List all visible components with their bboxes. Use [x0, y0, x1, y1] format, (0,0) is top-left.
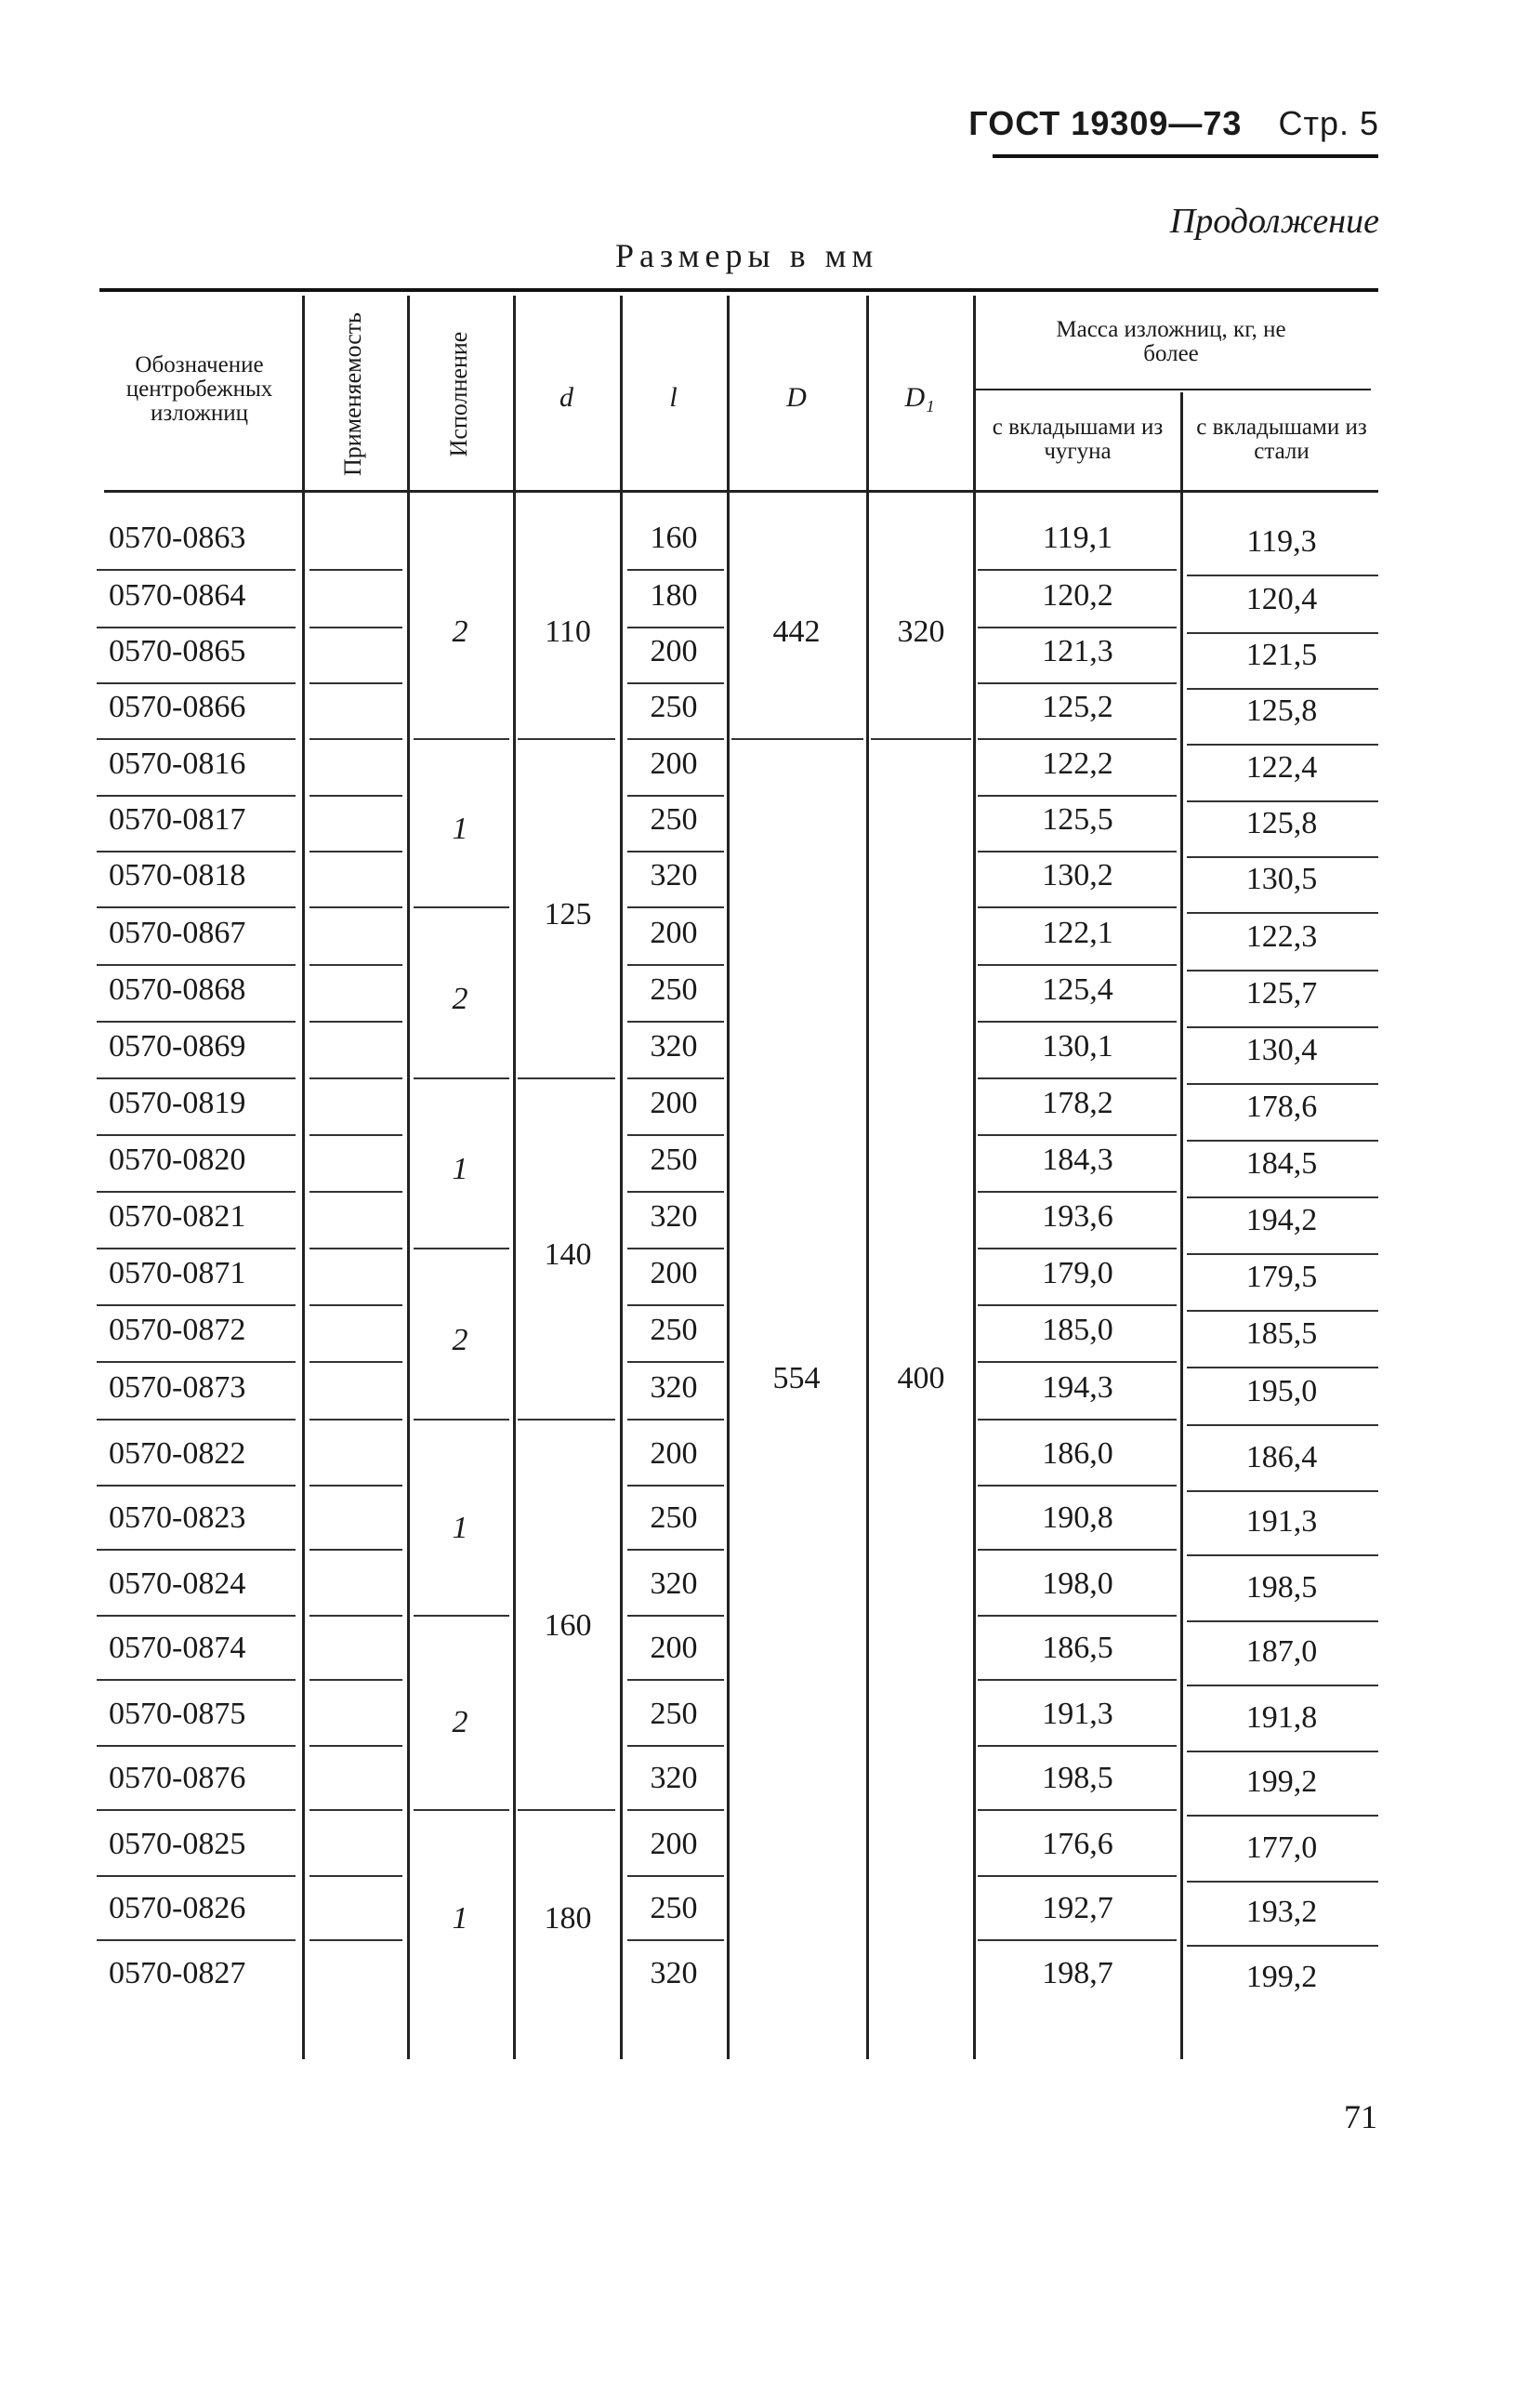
row-rule [627, 1809, 724, 1811]
row-rule [627, 1485, 724, 1487]
version-cell: 1 [452, 812, 468, 846]
mass-cast-iron-cell: 186,0 [1042, 1436, 1113, 1471]
row-rule [97, 738, 296, 740]
row-rule [978, 1304, 1177, 1306]
row-rule [97, 851, 296, 852]
row-rule [627, 1419, 724, 1421]
designation-cell: 0570-0827 [109, 1956, 246, 1990]
row-rule [1187, 1026, 1378, 1028]
l-cell: 320 [650, 1566, 698, 1601]
table-header-rule [104, 490, 1378, 493]
row-rule [309, 964, 402, 966]
row-rule [627, 795, 724, 797]
row-rule [1187, 1620, 1378, 1622]
row-rule [1187, 1083, 1378, 1085]
row-rule [97, 1304, 296, 1306]
row-rule [627, 1021, 724, 1023]
header-applicability: Применяемость [339, 312, 366, 476]
l-cell: 200 [650, 1086, 698, 1120]
row-rule [627, 1549, 724, 1551]
mass-steel-cell: 199,2 [1245, 1960, 1318, 1994]
row-rule [1187, 800, 1378, 802]
mass-cast-iron-cell: 130,2 [1042, 858, 1113, 892]
mass-steel-cell: 130,4 [1245, 1033, 1318, 1067]
l-cell: 320 [650, 1029, 698, 1064]
mass-steel-cell: 125,8 [1245, 694, 1318, 728]
row-rule [309, 1679, 402, 1681]
header-mass-steel: с вкладышами из стали [1196, 415, 1367, 464]
mass-cast-iron-cell: 125,4 [1042, 972, 1113, 1007]
designation-cell: 0570-0824 [109, 1566, 246, 1601]
group-rule [414, 906, 509, 908]
mass-steel-cell: 119,3 [1246, 524, 1317, 559]
group-rule [871, 738, 971, 740]
row-rule [1187, 1424, 1378, 1426]
mass-cast-iron-cell: 119,1 [1042, 521, 1113, 555]
header-D: D [786, 382, 807, 413]
l-cell: 320 [650, 1956, 698, 1990]
row-rule [97, 1248, 296, 1249]
mass-cast-iron-cell: 193,6 [1042, 1199, 1113, 1234]
designation-cell: 0570-0823 [109, 1500, 246, 1535]
header-D1: D₁ [904, 382, 935, 413]
row-rule [978, 1939, 1177, 1941]
row-rule [627, 1875, 724, 1877]
page-number: 71 [1344, 2098, 1377, 2135]
row-rule [1187, 1815, 1378, 1817]
row-rule [1187, 1554, 1378, 1556]
designation-cell: 0570-0865 [109, 634, 246, 668]
row-rule [1187, 1253, 1378, 1255]
row-rule [978, 1361, 1177, 1363]
standard-number: ГОСТ 19309—73 [968, 104, 1243, 142]
d-cell: 110 [545, 615, 591, 649]
header-l: l [669, 382, 678, 413]
version-cell: 1 [452, 1900, 468, 1936]
row-rule [97, 1021, 296, 1023]
col-divider [407, 296, 410, 2059]
row-rule [978, 627, 1177, 628]
row-rule [627, 851, 724, 852]
row-rule [1187, 1310, 1378, 1312]
D-cell: 442 [772, 615, 821, 649]
row-rule [978, 1679, 1177, 1681]
mass-cast-iron-cell: 121,3 [1042, 634, 1113, 668]
row-rule [309, 738, 402, 740]
mass-cast-iron-cell: 192,7 [1042, 1891, 1113, 1925]
mass-cast-iron-cell: 122,1 [1042, 916, 1113, 950]
row-rule [97, 1485, 296, 1487]
designation-cell: 0570-0817 [109, 802, 246, 837]
mass-cast-iron-cell: 185,0 [1042, 1313, 1113, 1347]
mass-steel-cell: 122,4 [1245, 750, 1318, 785]
row-rule [1187, 912, 1378, 914]
row-rule [978, 1549, 1177, 1551]
version-cell: 2 [452, 982, 468, 1016]
header-version: Исполнение [445, 331, 472, 457]
row-rule [97, 906, 296, 908]
designation-cell: 0570-0826 [109, 1891, 246, 1925]
mass-cast-iron-cell: 120,2 [1042, 578, 1113, 613]
mass-steel-cell: 198,5 [1245, 1570, 1318, 1605]
row-rule [978, 682, 1177, 684]
mass-steel-cell: 179,5 [1245, 1260, 1318, 1294]
l-cell: 320 [650, 858, 698, 892]
mass-steel-cell: 121,5 [1245, 638, 1318, 672]
mass-cast-iron-cell: 176,6 [1042, 1827, 1113, 1861]
units-caption: Размеры в мм [615, 237, 879, 274]
row-rule [978, 795, 1177, 797]
row-rule [627, 1615, 724, 1617]
mass-steel-cell: 125,7 [1245, 976, 1318, 1011]
mass-steel-cell: 185,5 [1245, 1316, 1318, 1351]
row-rule [1187, 1140, 1378, 1142]
row-rule [627, 627, 724, 628]
mass-steel-cell: 191,3 [1245, 1504, 1318, 1539]
row-rule [97, 1419, 296, 1421]
row-rule [627, 906, 724, 908]
d-cell: 125 [544, 897, 592, 932]
mass-cast-iron-cell: 125,5 [1042, 802, 1113, 837]
mass-steel-cell: 191,8 [1245, 1700, 1318, 1735]
mass-steel-cell: 130,5 [1245, 862, 1318, 896]
designation-cell: 0570-0819 [109, 1086, 246, 1120]
designation-cell: 0570-0822 [109, 1436, 246, 1471]
l-cell: 180 [650, 578, 698, 613]
row-rule [309, 1191, 402, 1193]
row-rule [309, 1745, 402, 1747]
mass-steel-cell: 125,8 [1245, 806, 1318, 840]
row-rule [309, 1549, 402, 1551]
col-divider [302, 296, 305, 2059]
row-rule [309, 1939, 402, 1941]
group-rule [414, 1248, 509, 1249]
mass-steel-cell: 184,5 [1245, 1146, 1318, 1181]
row-rule [978, 1615, 1177, 1617]
row-rule [309, 906, 402, 908]
designation-cell: 0570-0863 [109, 521, 246, 555]
row-rule [1187, 1881, 1378, 1883]
continuation-label: Продолжение [1169, 202, 1379, 241]
row-rule [978, 1809, 1177, 1811]
row-rule [97, 682, 296, 684]
designation-cell: 0570-0818 [109, 858, 246, 892]
row-rule [309, 851, 402, 852]
mass-steel-cell: 195,0 [1245, 1374, 1318, 1408]
d-cell: 180 [544, 1900, 592, 1936]
designation-cell: 0570-0872 [109, 1313, 246, 1347]
mass-cast-iron-cell: 198,0 [1042, 1566, 1113, 1601]
designation-cell: 0570-0873 [109, 1370, 246, 1405]
row-rule [97, 1615, 296, 1617]
row-rule [309, 1875, 402, 1877]
row-rule [1187, 1945, 1378, 1947]
row-rule [978, 1875, 1177, 1877]
l-cell: 200 [650, 1631, 698, 1665]
row-rule [627, 1304, 724, 1306]
mass-cast-iron-cell: 184,3 [1042, 1143, 1113, 1177]
row-rule [309, 1077, 402, 1079]
d-cell: 160 [544, 1607, 592, 1643]
row-rule [97, 1679, 296, 1681]
group-rule [414, 1077, 509, 1079]
mass-steel-cell: 186,4 [1245, 1440, 1318, 1474]
row-rule [309, 1809, 402, 1811]
l-cell: 200 [650, 634, 698, 668]
row-rule [309, 1248, 402, 1249]
header-d: d [559, 382, 573, 413]
row-rule [978, 1191, 1177, 1193]
designation-cell: 0570-0869 [109, 1029, 246, 1064]
D-cell: 554 [772, 1360, 821, 1395]
row-rule [309, 1361, 402, 1363]
row-rule [1187, 575, 1378, 576]
row-rule [97, 1875, 296, 1877]
row-rule [309, 627, 402, 628]
group-rule [414, 1809, 509, 1811]
row-rule [1187, 970, 1378, 971]
group-rule [518, 738, 615, 740]
l-cell: 320 [650, 1370, 698, 1405]
mass-col-divider [1180, 392, 1183, 2059]
row-rule [978, 738, 1177, 740]
col-divider [513, 296, 516, 2059]
version-cell: 1 [452, 1511, 468, 1545]
designation-cell: 0570-0864 [109, 578, 246, 613]
l-cell: 200 [650, 1827, 698, 1861]
row-rule [627, 1361, 724, 1363]
row-rule [627, 1939, 724, 1941]
designation-cell: 0570-0874 [109, 1631, 246, 1665]
row-rule [1187, 688, 1378, 690]
row-rule [978, 569, 1177, 571]
header-mass-cast-iron: с вкладышами из чугуна [992, 415, 1164, 464]
l-cell: 250 [650, 1143, 698, 1177]
col-divider [973, 296, 976, 2059]
row-rule [97, 1549, 296, 1551]
row-rule [309, 795, 402, 797]
d-cell: 140 [544, 1237, 592, 1272]
l-cell: 200 [650, 1436, 698, 1471]
header-mass-group: Масса изложниц, кг, не более [1056, 317, 1286, 366]
l-cell: 250 [650, 1500, 698, 1535]
row-rule [978, 851, 1177, 852]
group-rule [518, 1809, 615, 1811]
l-cell: 160 [650, 521, 698, 555]
row-rule [97, 627, 296, 628]
page-header [968, 104, 1379, 143]
D1-cell: 400 [897, 1360, 945, 1395]
row-rule [627, 1679, 724, 1681]
mass-steel-cell: 193,2 [1245, 1895, 1318, 1929]
row-rule [1187, 632, 1378, 634]
l-cell: 250 [650, 1891, 698, 1925]
row-rule [309, 1485, 402, 1487]
row-rule [97, 1809, 296, 1811]
mass-steel-cell: 120,4 [1245, 582, 1318, 616]
mass-cast-iron-cell: 125,2 [1042, 690, 1113, 724]
row-rule [97, 1191, 296, 1193]
designation-cell: 0570-0871 [109, 1256, 246, 1290]
version-cell: 2 [452, 1705, 468, 1739]
l-cell: 320 [650, 1761, 698, 1795]
row-rule [309, 1419, 402, 1421]
row-rule [309, 1021, 402, 1023]
D1-cell: 320 [897, 615, 945, 649]
col-divider [866, 296, 869, 2059]
row-rule [978, 1419, 1177, 1421]
group-rule [414, 1419, 509, 1421]
row-rule [97, 795, 296, 797]
designation-cell: 0570-0876 [109, 1761, 246, 1795]
row-rule [978, 964, 1177, 966]
row-rule [627, 1745, 724, 1747]
l-cell: 250 [650, 690, 698, 724]
row-rule [978, 1745, 1177, 1747]
row-rule [97, 569, 296, 571]
row-rule [309, 1615, 402, 1617]
designation-cell: 0570-0825 [109, 1827, 246, 1861]
l-cell: 200 [650, 747, 698, 781]
mass-cast-iron-cell: 130,1 [1042, 1029, 1113, 1064]
row-rule [1187, 1751, 1378, 1752]
row-rule [627, 1134, 724, 1136]
row-rule [1187, 856, 1378, 858]
row-rule [978, 1021, 1177, 1023]
row-rule [97, 1745, 296, 1747]
group-rule [414, 1615, 509, 1617]
l-cell: 200 [650, 1256, 698, 1290]
designation-cell: 0570-0816 [109, 747, 246, 781]
group-rule [518, 1419, 615, 1421]
row-rule [978, 1485, 1177, 1487]
row-rule [627, 964, 724, 966]
row-rule [1187, 1685, 1378, 1686]
mass-steel-cell: 178,6 [1245, 1090, 1318, 1124]
mass-cast-iron-cell: 179,0 [1042, 1256, 1113, 1290]
row-rule [627, 1248, 724, 1249]
row-rule [627, 569, 724, 571]
row-rule [1187, 744, 1378, 746]
designation-cell: 0570-0820 [109, 1143, 246, 1177]
row-rule [97, 1134, 296, 1136]
row-rule [1187, 1367, 1378, 1368]
mass-cast-iron-cell: 198,7 [1042, 1956, 1113, 1990]
row-rule [97, 1939, 296, 1941]
mass-steel-cell: 199,2 [1245, 1764, 1318, 1799]
row-rule [97, 1077, 296, 1079]
designation-cell: 0570-0821 [109, 1199, 246, 1234]
mass-cast-iron-cell: 198,5 [1042, 1761, 1113, 1795]
row-rule [627, 682, 724, 684]
row-rule [309, 569, 402, 571]
mass-steel-cell: 194,2 [1245, 1203, 1318, 1237]
group-rule [731, 738, 863, 740]
row-rule [627, 1077, 724, 1079]
mass-cast-iron-cell: 191,3 [1042, 1697, 1113, 1731]
row-rule [627, 1191, 724, 1193]
row-rule [1187, 1196, 1378, 1198]
row-rule [97, 964, 296, 966]
mass-cast-iron-cell: 122,2 [1042, 747, 1113, 781]
row-rule [978, 1134, 1177, 1136]
mass-cast-iron-cell: 186,5 [1042, 1631, 1113, 1665]
designation-cell: 0570-0866 [109, 690, 246, 724]
row-rule [627, 738, 724, 740]
designation-cell: 0570-0875 [109, 1697, 246, 1731]
group-rule [518, 1077, 615, 1079]
mass-subheader-rule [976, 389, 1371, 390]
row-rule [309, 1304, 402, 1306]
version-cell: 2 [452, 615, 468, 649]
mass-steel-cell: 122,3 [1245, 919, 1318, 954]
row-rule [978, 1248, 1177, 1249]
mass-cast-iron-cell: 178,2 [1042, 1086, 1113, 1120]
mass-cast-iron-cell: 194,3 [1042, 1370, 1113, 1405]
row-rule [309, 682, 402, 684]
page-label: Стр. 5 [1278, 104, 1379, 142]
version-cell: 2 [452, 1322, 468, 1357]
table-top-rule [99, 288, 1378, 292]
row-rule [1187, 1490, 1378, 1492]
row-rule [978, 1077, 1177, 1079]
version-cell: 1 [452, 1152, 468, 1186]
l-cell: 320 [650, 1199, 698, 1234]
row-rule [97, 1361, 296, 1363]
mass-steel-cell: 187,0 [1245, 1634, 1318, 1669]
col-divider [727, 296, 730, 2059]
l-cell: 250 [650, 1697, 698, 1731]
l-cell: 200 [650, 916, 698, 950]
mass-steel-cell: 177,0 [1245, 1830, 1318, 1865]
header-rule [993, 154, 1378, 158]
group-rule [414, 738, 509, 740]
header-designation: Обозначение центробежных изложниц [125, 352, 273, 426]
row-rule [978, 906, 1177, 908]
mass-cast-iron-cell: 190,8 [1042, 1500, 1113, 1535]
row-rule [309, 1134, 402, 1136]
l-cell: 250 [650, 1313, 698, 1347]
designation-cell: 0570-0868 [109, 972, 246, 1007]
l-cell: 250 [650, 802, 698, 837]
designation-cell: 0570-0867 [109, 916, 246, 950]
l-cell: 250 [650, 972, 698, 1007]
